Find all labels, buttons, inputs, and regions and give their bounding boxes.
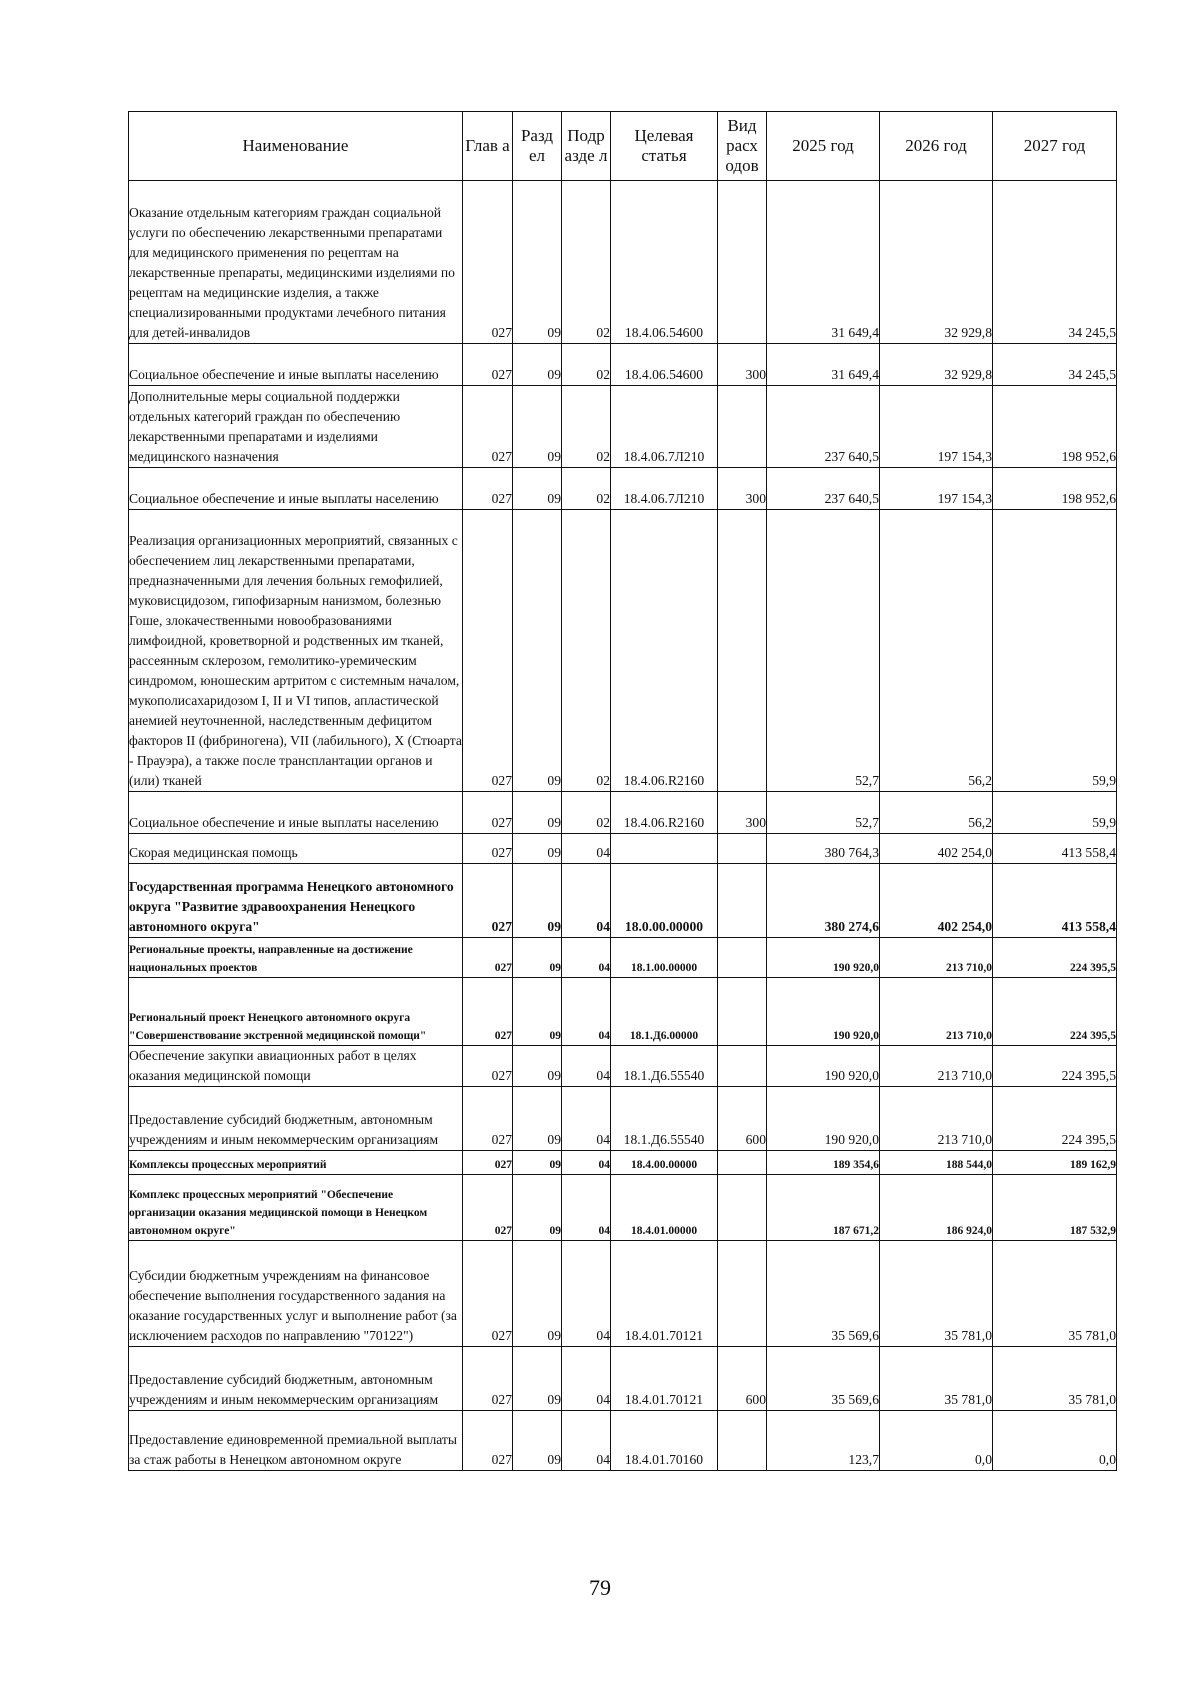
cell-article: 18.4.06.7Л210	[611, 468, 718, 510]
table-row	[129, 938, 1117, 978]
cell-2027: 189 162,9	[993, 1151, 1117, 1175]
cell-2025: 380 274,6	[767, 864, 880, 938]
cell-2027: 198 952,6	[993, 386, 1117, 468]
cell-2025: 52,7	[767, 792, 880, 834]
cell-chapter: 027	[463, 864, 513, 938]
page-number: 79	[589, 1575, 611, 1600]
cell-subsection: 04	[562, 1241, 611, 1347]
cell-expense-type: 600	[718, 1087, 767, 1151]
cell-article: 18.4.01.70121	[611, 1241, 718, 1347]
cell-expense-type	[718, 834, 767, 864]
cell-2027: 59,9	[993, 510, 1117, 792]
cell-2026: 56,2	[880, 792, 993, 834]
cell-name: Субсидии бюджетным учреждениям на финансовое обеспечение выполнения государственного задания на оказание государственных услуг и выполнение работ (за исключением расходов по направлению "70122")	[129, 1241, 463, 1347]
cell-subsection: 04	[562, 1175, 611, 1241]
cell-subsection: 04	[562, 1411, 611, 1471]
cell-name: Предоставление субсидий бюджетным, автономным учреждениям и иным некоммерческим организациям	[129, 1347, 463, 1411]
cell-name: Региональный проект Ненецкого автономного округа "Совершенствование экстренной медицинской помощи"	[129, 978, 463, 1046]
cell-2025: 189 354,6	[767, 1151, 880, 1175]
cell-expense-type	[718, 386, 767, 468]
cell-2026: 213 710,0	[880, 1046, 993, 1087]
cell-chapter: 027	[463, 510, 513, 792]
cell-2025: 31 649,4	[767, 181, 880, 344]
table-row	[129, 1411, 1117, 1471]
cell-article: 18.1.Д6.55540	[611, 1087, 718, 1151]
cell-chapter: 027	[463, 181, 513, 344]
cell-section: 09	[513, 834, 562, 864]
cell-section: 09	[513, 864, 562, 938]
cell-2025: 123,7	[767, 1411, 880, 1471]
cell-name: Комплексы процессных мероприятий	[129, 1151, 463, 1175]
cell-2026: 213 710,0	[880, 938, 993, 978]
cell-article: 18.0.00.00000	[611, 864, 718, 938]
cell-2026: 188 544,0	[880, 1151, 993, 1175]
cell-subsection: 04	[562, 1046, 611, 1087]
cell-expense-type	[718, 978, 767, 1046]
cell-2027: 59,9	[993, 792, 1117, 834]
cell-2026: 0,0	[880, 1411, 993, 1471]
cell-section: 09	[513, 181, 562, 344]
header-article: Целевая статья	[611, 112, 718, 181]
table-row	[129, 864, 1117, 938]
cell-chapter: 027	[463, 1151, 513, 1175]
cell-2026: 213 710,0	[880, 978, 993, 1046]
cell-name: Дополнительные меры социальной поддержки отдельных категорий граждан по обеспечению лекарственными препаратами и изделиями медицинского назначения	[129, 386, 463, 468]
cell-expense-type	[718, 181, 767, 344]
cell-article: 18.4.01.00000	[611, 1175, 718, 1241]
cell-name: Региональные проекты, направленные на достижение национальных проектов	[129, 938, 463, 978]
cell-2025: 190 920,0	[767, 1046, 880, 1087]
cell-2026: 402 254,0	[880, 834, 993, 864]
cell-subsection: 04	[562, 834, 611, 864]
cell-section: 09	[513, 792, 562, 834]
cell-chapter: 027	[463, 1046, 513, 1087]
cell-2026: 35 781,0	[880, 1347, 993, 1411]
cell-2025: 35 569,6	[767, 1241, 880, 1347]
cell-article: 18.1.00.00000	[611, 938, 718, 978]
cell-2026: 402 254,0	[880, 864, 993, 938]
cell-chapter: 027	[463, 1175, 513, 1241]
cell-2025: 35 569,6	[767, 1347, 880, 1411]
cell-section: 09	[513, 386, 562, 468]
cell-2025: 190 920,0	[767, 1087, 880, 1151]
header-name: Наименование	[129, 112, 463, 181]
cell-expense-type	[718, 864, 767, 938]
cell-section: 09	[513, 1347, 562, 1411]
table-row	[129, 386, 1117, 468]
table-row	[129, 792, 1117, 834]
cell-2025: 52,7	[767, 510, 880, 792]
cell-section: 09	[513, 1151, 562, 1175]
cell-name: Социальное обеспечение и иные выплаты населению	[129, 792, 463, 834]
cell-2026: 32 929,8	[880, 344, 993, 386]
cell-2026: 32 929,8	[880, 181, 993, 344]
cell-subsection: 04	[562, 1087, 611, 1151]
cell-section: 09	[513, 1046, 562, 1087]
cell-name: Социальное обеспечение и иные выплаты населению	[129, 344, 463, 386]
cell-article	[611, 834, 718, 864]
cell-expense-type	[718, 1175, 767, 1241]
table-row	[129, 468, 1117, 510]
table-row	[129, 1241, 1117, 1347]
cell-2027: 224 395,5	[993, 978, 1117, 1046]
header-subsection: Подр азде л	[562, 112, 611, 181]
cell-article: 18.4.06.54600	[611, 344, 718, 386]
cell-subsection: 04	[562, 938, 611, 978]
cell-section: 09	[513, 344, 562, 386]
cell-2026: 213 710,0	[880, 1087, 993, 1151]
cell-2026: 197 154,3	[880, 468, 993, 510]
cell-expense-type	[718, 938, 767, 978]
cell-expense-type: 300	[718, 792, 767, 834]
cell-2027: 0,0	[993, 1411, 1117, 1471]
cell-name: Предоставление единовременной премиальной выплаты за стаж работы в Ненецком автономном округе	[129, 1411, 463, 1471]
cell-article: 18.4.06.R2160	[611, 510, 718, 792]
cell-name: Государственная программа Ненецкого автономного округа "Развитие здравоохранения Ненецкого автономного округа"	[129, 864, 463, 938]
cell-2025: 190 920,0	[767, 938, 880, 978]
cell-section: 09	[513, 510, 562, 792]
table-row	[129, 1347, 1117, 1411]
cell-subsection: 02	[562, 792, 611, 834]
cell-2026: 35 781,0	[880, 1241, 993, 1347]
cell-2027: 34 245,5	[993, 344, 1117, 386]
cell-expense-type: 300	[718, 468, 767, 510]
cell-chapter: 027	[463, 792, 513, 834]
cell-expense-type	[718, 1241, 767, 1347]
cell-article: 18.4.00.00000	[611, 1151, 718, 1175]
cell-expense-type: 600	[718, 1347, 767, 1411]
cell-name: Обеспечение закупки авиационных работ в целях оказания медицинской помощи	[129, 1046, 463, 1087]
cell-2027: 224 395,5	[993, 1087, 1117, 1151]
cell-subsection: 04	[562, 1347, 611, 1411]
cell-chapter: 027	[463, 1411, 513, 1471]
cell-2027: 35 781,0	[993, 1241, 1117, 1347]
cell-subsection: 02	[562, 386, 611, 468]
cell-2027: 224 395,5	[993, 1046, 1117, 1087]
cell-article: 18.1.Д6.00000	[611, 978, 718, 1046]
cell-section: 09	[513, 1411, 562, 1471]
cell-2027: 187 532,9	[993, 1175, 1117, 1241]
cell-2027: 35 781,0	[993, 1347, 1117, 1411]
cell-section: 09	[513, 1087, 562, 1151]
cell-name: Реализация организационных мероприятий, связанных с обеспечением лиц лекарственными препаратами, предназначенными для лечения больных гемофилией, муковисцидозом, гипофизарным нанизмом, болезнью Гоше, злокачественными новообразованиями лимфоидной, кроветворной и родственных им тканей, рассеянным склерозом, гемолитико-уремическим синдромом, юношеским артритом с системным началом, мукополисахаридозом I, II и VI типов, апластической анемией неуточненной, наследственным дефицитом факторов II (фибриногена), VII (лабильного), X (Стюарта - Прауэра), а также после трансплантации органов и (или) тканей	[129, 510, 463, 792]
table-row	[129, 1151, 1117, 1175]
cell-expense-type	[718, 1046, 767, 1087]
cell-subsection: 04	[562, 1151, 611, 1175]
cell-article: 18.4.01.70121	[611, 1347, 718, 1411]
table-row	[129, 181, 1117, 344]
cell-section: 09	[513, 468, 562, 510]
cell-chapter: 027	[463, 834, 513, 864]
cell-chapter: 027	[463, 938, 513, 978]
cell-article: 18.1.Д6.55540	[611, 1046, 718, 1087]
cell-expense-type: 300	[718, 344, 767, 386]
cell-2027: 224 395,5	[993, 938, 1117, 978]
cell-section: 09	[513, 938, 562, 978]
cell-2027: 198 952,6	[993, 468, 1117, 510]
cell-2026: 56,2	[880, 510, 993, 792]
table-row	[129, 1046, 1117, 1087]
cell-2027: 413 558,4	[993, 834, 1117, 864]
cell-expense-type	[718, 510, 767, 792]
cell-2025: 190 920,0	[767, 978, 880, 1046]
cell-2026: 197 154,3	[880, 386, 993, 468]
cell-subsection: 02	[562, 510, 611, 792]
header-section: Разд ел	[513, 112, 562, 181]
header-year-2025: 2025 год	[767, 112, 880, 181]
cell-name: Оказание отдельным категориям граждан социальной услуги по обеспечению лекарственными препаратами для медицинского применения по рецептам на лекарственные препараты, медицинскими изделиями по рецептам на медицинские изделия, а также специализированными продуктами лечебного питания для детей-инвалидов	[129, 181, 463, 344]
cell-section: 09	[513, 1175, 562, 1241]
cell-chapter: 027	[463, 344, 513, 386]
cell-chapter: 027	[463, 978, 513, 1046]
cell-2025: 237 640,5	[767, 468, 880, 510]
cell-name: Комплекс процессных мероприятий "Обеспечение организации оказания медицинской помощи в Ненецком автономном округе"	[129, 1175, 463, 1241]
cell-2025: 187 671,2	[767, 1175, 880, 1241]
cell-subsection: 02	[562, 344, 611, 386]
cell-article: 18.4.06.R2160	[611, 792, 718, 834]
cell-name: Предоставление субсидий бюджетным, автономным учреждениям и иным некоммерческим организациям	[129, 1087, 463, 1151]
cell-article: 18.4.01.70160	[611, 1411, 718, 1471]
cell-2026: 186 924,0	[880, 1175, 993, 1241]
cell-subsection: 02	[562, 468, 611, 510]
table-row	[129, 978, 1117, 1046]
cell-chapter: 027	[463, 1241, 513, 1347]
cell-subsection: 04	[562, 978, 611, 1046]
cell-expense-type	[718, 1151, 767, 1175]
header-year-2027: 2027 год	[993, 112, 1117, 181]
table-row	[129, 834, 1117, 864]
cell-chapter: 027	[463, 386, 513, 468]
cell-2025: 237 640,5	[767, 386, 880, 468]
table-row	[129, 344, 1117, 386]
table-row	[129, 510, 1117, 792]
header-expense-type: Вид расх одов	[718, 112, 767, 181]
cell-chapter: 027	[463, 1087, 513, 1151]
cell-expense-type	[718, 1411, 767, 1471]
table-row	[129, 1087, 1117, 1151]
cell-name: Социальное обеспечение и иные выплаты населению	[129, 468, 463, 510]
cell-2025: 31 649,4	[767, 344, 880, 386]
table-row	[129, 1175, 1117, 1241]
cell-section: 09	[513, 978, 562, 1046]
cell-chapter: 027	[463, 468, 513, 510]
cell-subsection: 04	[562, 864, 611, 938]
cell-2027: 34 245,5	[993, 181, 1117, 344]
cell-subsection: 02	[562, 181, 611, 344]
cell-article: 18.4.06.7Л210	[611, 386, 718, 468]
cell-chapter: 027	[463, 1347, 513, 1411]
cell-2027: 413 558,4	[993, 864, 1117, 938]
table-header-row	[129, 112, 1117, 181]
cell-name: Скорая медицинская помощь	[129, 834, 463, 864]
budget-table	[128, 111, 1117, 1471]
cell-section: 09	[513, 1241, 562, 1347]
cell-article: 18.4.06.54600	[611, 181, 718, 344]
header-year-2026: 2026 год	[880, 112, 993, 181]
header-chapter: Глав а	[463, 112, 513, 181]
cell-2025: 380 764,3	[767, 834, 880, 864]
